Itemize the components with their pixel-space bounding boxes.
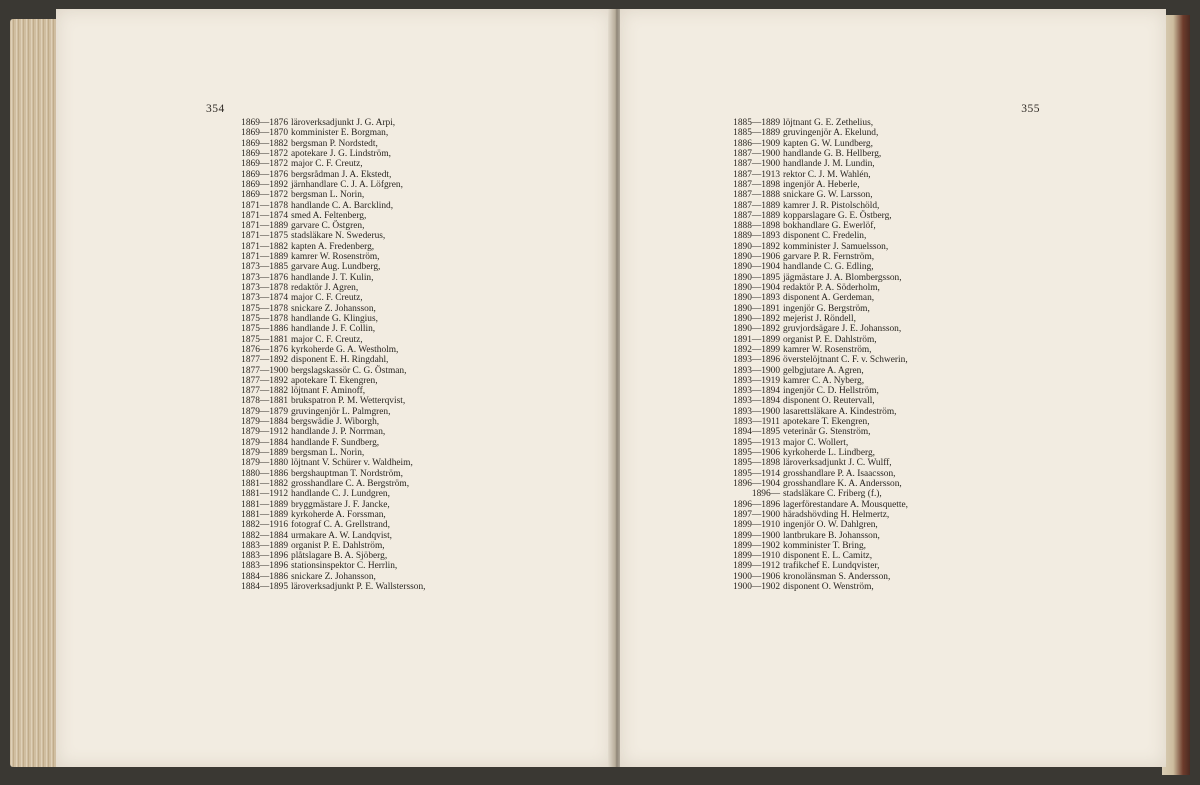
entry-years: 1885—1889 — [733, 128, 780, 139]
list-item — [720, 170, 908, 180]
right-page — [620, 9, 1166, 767]
entry-years: 1887—1900 — [733, 148, 780, 159]
entry-years: 1878—1881 — [241, 396, 288, 407]
entry-years: 1893—1900 — [733, 406, 780, 417]
entry-text: disponent C. Fredelin, — [783, 231, 867, 242]
entry-years: 1890—1895 — [733, 272, 780, 283]
entry-text: gruvingenjör A. Ekelund, — [783, 128, 879, 139]
left-page — [56, 9, 612, 767]
entry-text: ingenjör A. Heberle, — [783, 179, 860, 190]
entry-text: kamrer W. Rosenström, — [783, 344, 872, 355]
entry-text: bokhandlare G. Ewerlöf, — [783, 221, 876, 232]
list-item — [720, 180, 908, 190]
entry-text: disponent O. Wenström, — [783, 582, 874, 593]
entry-text: komminister J. Samuelsson, — [783, 241, 889, 252]
entry-text: garvare C. Östgren, — [291, 221, 365, 232]
entry-years: 1869—1876 — [241, 118, 288, 128]
entry-text: komminister T. Bring, — [783, 540, 866, 551]
entry-text: handlande J. F. Collin, — [291, 324, 376, 335]
entry-years: 1883—1896 — [241, 551, 288, 562]
entry-years: 1887—1913 — [733, 169, 780, 180]
entry-text: stadsläkare N. Swederus, — [291, 231, 386, 242]
entry-years: 1890—1892 — [733, 313, 780, 324]
entry-text: bergswädie J. Wiborgh, — [291, 417, 380, 428]
list-item — [228, 355, 425, 365]
entry-years: 1873—1885 — [241, 262, 288, 273]
list-item — [228, 128, 425, 138]
entry-years: 1895—1914 — [733, 468, 780, 479]
entry-years: 1882—1884 — [241, 530, 288, 541]
list-item — [228, 180, 425, 190]
list-item — [228, 252, 425, 262]
entry-years: 1893—1894 — [733, 386, 780, 397]
list-item — [228, 283, 425, 293]
entry-text: överstelöjtnant C. F. v. Schwerin, — [783, 355, 908, 366]
entry-years: 1890—1904 — [733, 283, 780, 293]
entry-years: 1875—1886 — [241, 324, 288, 335]
list-item — [228, 438, 425, 448]
list-item — [228, 541, 425, 551]
entry-years: 1879—1884 — [241, 417, 288, 428]
list-item — [720, 283, 908, 293]
entry-text: trafikchef E. Lundqvister, — [783, 561, 880, 572]
entry-years: 1899—1910 — [733, 520, 780, 531]
entry-text: kronolänsman S. Andersson, — [783, 571, 891, 582]
entry-text: bryggmästare J. F. Jancke, — [291, 499, 390, 510]
list-item — [228, 211, 425, 221]
list-item — [720, 366, 908, 376]
list-item — [720, 510, 908, 520]
entry-text: bergslagskassör C. G. Östman, — [291, 365, 407, 376]
entry-years: 1889—1893 — [733, 231, 780, 242]
list-item — [228, 159, 425, 169]
list-item — [720, 489, 908, 499]
list-item — [720, 293, 908, 303]
entry-text: major C. F. Creutz, — [291, 159, 363, 170]
entry-years: 1869—1872 — [241, 190, 288, 201]
entry-text: grosshandlare P. A. Isaacsson, — [783, 468, 896, 479]
list-item — [228, 366, 425, 376]
list-item — [228, 262, 425, 272]
list-item — [228, 458, 425, 468]
entry-years: 1879—1912 — [241, 427, 288, 438]
list-item — [228, 345, 425, 355]
list-item — [228, 376, 425, 386]
list-item — [720, 252, 908, 262]
list-item — [228, 561, 425, 571]
list-item — [720, 376, 908, 386]
list-item — [228, 293, 425, 303]
entry-text: läroverksadjunkt P. E. Wallstersson, — [291, 582, 426, 593]
entry-text: grosshandlare K. A. Andersson, — [783, 478, 902, 489]
entry-years: 1887—1889 — [733, 200, 780, 211]
list-item — [228, 531, 425, 541]
list-item — [228, 510, 425, 520]
entry-years: 1873—1874 — [241, 293, 288, 304]
entry-years: 1871—1875 — [241, 231, 288, 242]
entry-years: 1895—1906 — [733, 448, 780, 458]
entry-years: 1896—1904 — [733, 478, 780, 489]
entry-years: 1888—1898 — [733, 221, 780, 232]
entry-years: 1890—1892 — [733, 241, 780, 252]
list-item — [720, 427, 908, 437]
open-book — [10, 9, 1190, 777]
entry-text: organist P. E. Dahlström, — [291, 540, 385, 551]
entry-years: 1875—1881 — [241, 334, 288, 345]
entry-years: 1873—1876 — [241, 272, 288, 283]
entry-years: 1869—1872 — [241, 159, 288, 170]
entry-years: 1880—1886 — [241, 468, 288, 479]
list-item — [228, 118, 425, 128]
list-item — [720, 582, 908, 592]
entry-text: handlande C. A. Barcklind, — [291, 200, 394, 211]
entry-text: handlande F. Sundberg, — [291, 437, 380, 448]
entry-text: kyrkoherde A. Forssman, — [291, 509, 386, 520]
entry-text: jägmästare J. A. Blombergsson, — [783, 272, 902, 283]
entry-years: 1881—1912 — [241, 489, 288, 500]
entry-years: 1887—1889 — [733, 210, 780, 221]
entry-text: major C. Wollert, — [783, 437, 849, 448]
entry-years: 1873—1878 — [241, 283, 288, 293]
entry-years: 1890—1892 — [733, 324, 780, 335]
list-item — [228, 417, 425, 427]
entry-text: stadsläkare C. Friberg (f.), — [783, 489, 882, 500]
entry-text: handlande J. T. Kulin, — [291, 272, 374, 283]
entry-text: bergsman P. Nordstedt, — [291, 138, 378, 149]
list-item — [720, 118, 908, 128]
entry-years: 1891—1899 — [733, 334, 780, 345]
entry-text: gruvjordsägare J. E. Johansson, — [783, 324, 902, 335]
entry-years: 1879—1884 — [241, 437, 288, 448]
entry-years: 1899—1910 — [733, 551, 780, 562]
entry-years: 1869—1876 — [241, 169, 288, 180]
list-item — [228, 582, 425, 592]
list-item — [228, 520, 425, 530]
list-item — [228, 407, 425, 417]
entry-text: gelbgjutare A. Agren, — [783, 365, 864, 376]
entry-years: 1877—1892 — [241, 375, 288, 386]
entry-years: 1893—1894 — [733, 396, 780, 407]
entry-text: major C. F. Creutz, — [291, 293, 363, 304]
entry-text: organist P. E. Dahlström, — [783, 334, 877, 345]
entry-years: 1877—1892 — [241, 355, 288, 366]
entry-text: mejerist J. Röndell, — [783, 313, 856, 324]
list-item — [228, 479, 425, 489]
entry-text: bergsrådman J. A. Ekstedt, — [291, 169, 392, 180]
page-number: 354 — [206, 103, 225, 115]
entry-years: 1899—1902 — [733, 540, 780, 551]
entry-years: 1885—1889 — [733, 118, 780, 128]
entry-years: 1887—1898 — [733, 179, 780, 190]
entry-years: 1879—1879 — [241, 406, 288, 417]
entry-years: 1883—1896 — [241, 561, 288, 572]
entry-years: 1895—1913 — [733, 437, 780, 448]
entry-years: 1871—1878 — [241, 200, 288, 211]
list-item — [720, 211, 908, 221]
entry-text: plåtslagare B. A. Sjöberg, — [291, 551, 388, 562]
entry-text: fotograf C. A. Grellstrand, — [291, 520, 390, 531]
list-item — [720, 304, 908, 314]
list-item — [228, 231, 425, 241]
entry-text: snickare Z. Johansson, — [291, 303, 376, 314]
list-item — [228, 201, 425, 211]
entry-text: kamrer J. R. Pistolschöld, — [783, 200, 880, 211]
list-item — [720, 520, 908, 530]
entry-text: stationsinspektor C. Herrlin, — [291, 561, 398, 572]
entry-years: 1899—1900 — [733, 530, 780, 541]
list-item — [720, 273, 908, 283]
entry-years: 1881—1889 — [241, 509, 288, 520]
entry-years: 1884—1895 — [241, 582, 288, 593]
entry-text: ingenjör C. D. Hellström, — [783, 386, 879, 397]
entry-text: ingenjör G. Bergström, — [783, 303, 870, 314]
entry-years: 1879—1889 — [241, 448, 288, 458]
list-item — [720, 438, 908, 448]
entry-text: smed A. Feltenberg, — [291, 210, 367, 221]
page-number: 355 — [1021, 103, 1040, 115]
list-item — [228, 386, 425, 396]
entry-text: lagerförestandare A. Mousquette, — [783, 499, 908, 510]
entry-text: bergsman L. Norin, — [291, 448, 365, 458]
entry-years: 1890—1906 — [733, 252, 780, 263]
entry-text: kyrkoherde L. Lindberg, — [783, 448, 875, 458]
entry-years: 1887—1900 — [733, 159, 780, 170]
entry-text: löjtnant V. Schürer v. Waldheim, — [291, 458, 413, 469]
entry-text: redaktör P. A. Söderholm, — [783, 283, 880, 293]
list-item — [228, 335, 425, 345]
list-item — [720, 458, 908, 468]
entry-years: 1875—1878 — [241, 313, 288, 324]
entry-years: 1886—1909 — [733, 138, 780, 149]
entry-text: komminister E. Borgman, — [291, 128, 389, 139]
entry-years: 1869—1882 — [241, 138, 288, 149]
entry-text: handlande C. J. Lundgren, — [291, 489, 390, 500]
entry-years: 1893—1911 — [733, 417, 780, 428]
entry-text: löjtnant F. Aminoff, — [291, 386, 366, 397]
list-item — [228, 551, 425, 561]
entry-years: 1884—1886 — [241, 571, 288, 582]
list-item — [228, 190, 425, 200]
entry-years: 1893—1896 — [733, 355, 780, 366]
list-item — [720, 572, 908, 582]
entry-years: 1893—1900 — [733, 365, 780, 376]
entry-text: järnhandlare C. J. A. Löfgren, — [291, 179, 403, 190]
entry-text: löjtnant G. E. Zethelius, — [783, 118, 874, 128]
entry-years: 1896—1896 — [733, 499, 780, 510]
list-item — [720, 128, 908, 138]
list-item — [720, 531, 908, 541]
entry-years: 1897—1900 — [733, 509, 780, 520]
entry-text: läroverksadjunkt J. G. Arpi, — [291, 118, 396, 128]
entry-text: snickare Z. Johansson, — [291, 571, 376, 582]
entry-text: handlande G. Klingius, — [291, 313, 378, 324]
entry-years: 1871—1889 — [241, 221, 288, 232]
entry-text: apotekare T. Ekengren, — [783, 417, 870, 428]
entry-years: 1887—1888 — [733, 190, 780, 201]
entry-years: 1892—1899 — [733, 344, 780, 355]
entry-text: disponent A. Gerdeman, — [783, 293, 875, 304]
entry-text: urmakare A. W. Landqvist, — [291, 530, 393, 541]
entry-text: apotekare T. Ekengren, — [291, 375, 378, 386]
list-item — [228, 304, 425, 314]
page-edges-left — [10, 19, 60, 767]
list-item — [228, 273, 425, 283]
list-item — [720, 190, 908, 200]
entry-years: 1890—1904 — [733, 262, 780, 273]
list-item — [228, 139, 425, 149]
entry-years: 1900—1902 — [733, 582, 780, 593]
list-item — [228, 221, 425, 231]
list-item — [720, 242, 908, 252]
list-item — [228, 149, 425, 159]
entry-text: läroverksadjunkt J. C. Wulff, — [783, 458, 892, 469]
entry-text: apotekare J. G. Lindström, — [291, 148, 391, 159]
entry-text: garvare P. R. Fernström, — [783, 252, 875, 263]
entry-text: disponent E. H. Ringdahl, — [291, 355, 389, 366]
list-item — [228, 500, 425, 510]
list-item — [720, 345, 908, 355]
entry-text: kopparslagare G. E. Östberg, — [783, 210, 892, 221]
entry-years: 1890—1893 — [733, 293, 780, 304]
entry-years: 1882—1916 — [241, 520, 288, 531]
list-item — [228, 170, 425, 180]
entry-text: veterinär G. Stenström, — [783, 427, 871, 438]
entry-text: kamrer C. A. Nyberg, — [783, 375, 865, 386]
entry-text: major C. F. Creutz, — [291, 334, 363, 345]
list-item — [720, 479, 908, 489]
entry-years: 1890—1891 — [733, 303, 780, 314]
list-item — [720, 396, 908, 406]
list-item — [228, 324, 425, 334]
entry-years: 1871—1889 — [241, 252, 288, 263]
list-item — [720, 561, 908, 571]
entry-text: rektor C. J. M. Wahlén, — [783, 169, 871, 180]
entry-years: 1871—1874 — [241, 210, 288, 221]
list-item — [720, 139, 908, 149]
entry-text: lasarettsläkare A. Kindeström, — [783, 406, 897, 417]
list-item — [720, 231, 908, 241]
list-item — [720, 149, 908, 159]
list-item — [720, 314, 908, 324]
entry-text: handlande G. B. Hellberg, — [783, 148, 882, 159]
entry-years: 1900—1906 — [733, 571, 780, 582]
entry-text: redaktör J. Agren, — [291, 283, 359, 293]
list-item — [720, 221, 908, 231]
entry-text: disponent O. Reutervall, — [783, 396, 875, 407]
list-item — [228, 427, 425, 437]
entry-text: grosshandlare C. A. Bergström, — [291, 478, 410, 489]
entry-years: 1881—1889 — [241, 499, 288, 510]
entry-years: 1879—1880 — [241, 458, 288, 469]
entry-years: 1869—1892 — [241, 179, 288, 190]
entry-years: 1893—1919 — [733, 375, 780, 386]
entry-text: disponent E. L. Camitz, — [783, 551, 873, 562]
list-item — [228, 572, 425, 582]
list-item — [720, 551, 908, 561]
entry-years: 1876—1876 — [241, 344, 288, 355]
entry-years: 1894—1895 — [733, 427, 780, 438]
list-item — [720, 417, 908, 427]
entry-years: 1896— — [751, 489, 780, 500]
entry-text: häradshövding H. Helmertz, — [783, 509, 890, 520]
list-item — [228, 448, 425, 458]
list-item — [720, 262, 908, 272]
list-item — [228, 314, 425, 324]
list-item — [720, 500, 908, 510]
list-item — [228, 396, 425, 406]
entry-text: handlande J. P. Norrman, — [291, 427, 386, 438]
entry-text: kapten A. Fredenberg, — [291, 241, 375, 252]
entry-years: 1883—1889 — [241, 540, 288, 551]
list-item — [228, 489, 425, 499]
list-item — [720, 541, 908, 551]
entry-text: kyrkoherde G. A. Westholm, — [291, 344, 399, 355]
book-cover-edge-right — [1162, 15, 1190, 775]
entry-text: bergshauptman T. Nordström, — [291, 468, 403, 479]
entry-text: garvare Aug. Lundberg, — [291, 262, 381, 273]
list-item — [720, 355, 908, 365]
list-item — [720, 448, 908, 458]
entry-text: ingenjör O. W. Dahlgren, — [783, 520, 878, 531]
entry-text: handlande J. M. Lundin, — [783, 159, 875, 170]
list-item — [720, 407, 908, 417]
entry-years: 1899—1912 — [733, 561, 780, 572]
list-item — [228, 242, 425, 252]
entry-years: 1877—1882 — [241, 386, 288, 397]
entry-text: bergsman L. Norin, — [291, 190, 365, 201]
list-item — [720, 201, 908, 211]
list-item — [720, 469, 908, 479]
entry-list — [228, 118, 425, 592]
entry-years: 1869—1872 — [241, 148, 288, 159]
entry-text: lantbrukare B. Johansson, — [783, 530, 880, 541]
entry-years: 1871—1882 — [241, 241, 288, 252]
entry-text: handlande C. G. Edling, — [783, 262, 874, 273]
list-item — [720, 335, 908, 345]
entry-years: 1895—1898 — [733, 458, 780, 469]
entry-text: kapten G. W. Lundberg, — [783, 138, 873, 149]
entry-years: 1875—1878 — [241, 303, 288, 314]
entry-years: 1869—1870 — [241, 128, 288, 139]
entry-years: 1881—1882 — [241, 478, 288, 489]
entry-list — [720, 118, 908, 592]
entry-text: snickare G. W. Larsson, — [783, 190, 873, 201]
entry-years: 1877—1900 — [241, 365, 288, 376]
list-item — [720, 159, 908, 169]
list-item — [720, 386, 908, 396]
list-item — [228, 469, 425, 479]
entry-text: kamrer W. Rosenström, — [291, 252, 380, 263]
list-item — [720, 324, 908, 334]
entry-text: brukspatron P. M. Wetterqvist, — [291, 396, 406, 407]
entry-text: gruvingenjör L. Palmgren, — [291, 406, 391, 417]
